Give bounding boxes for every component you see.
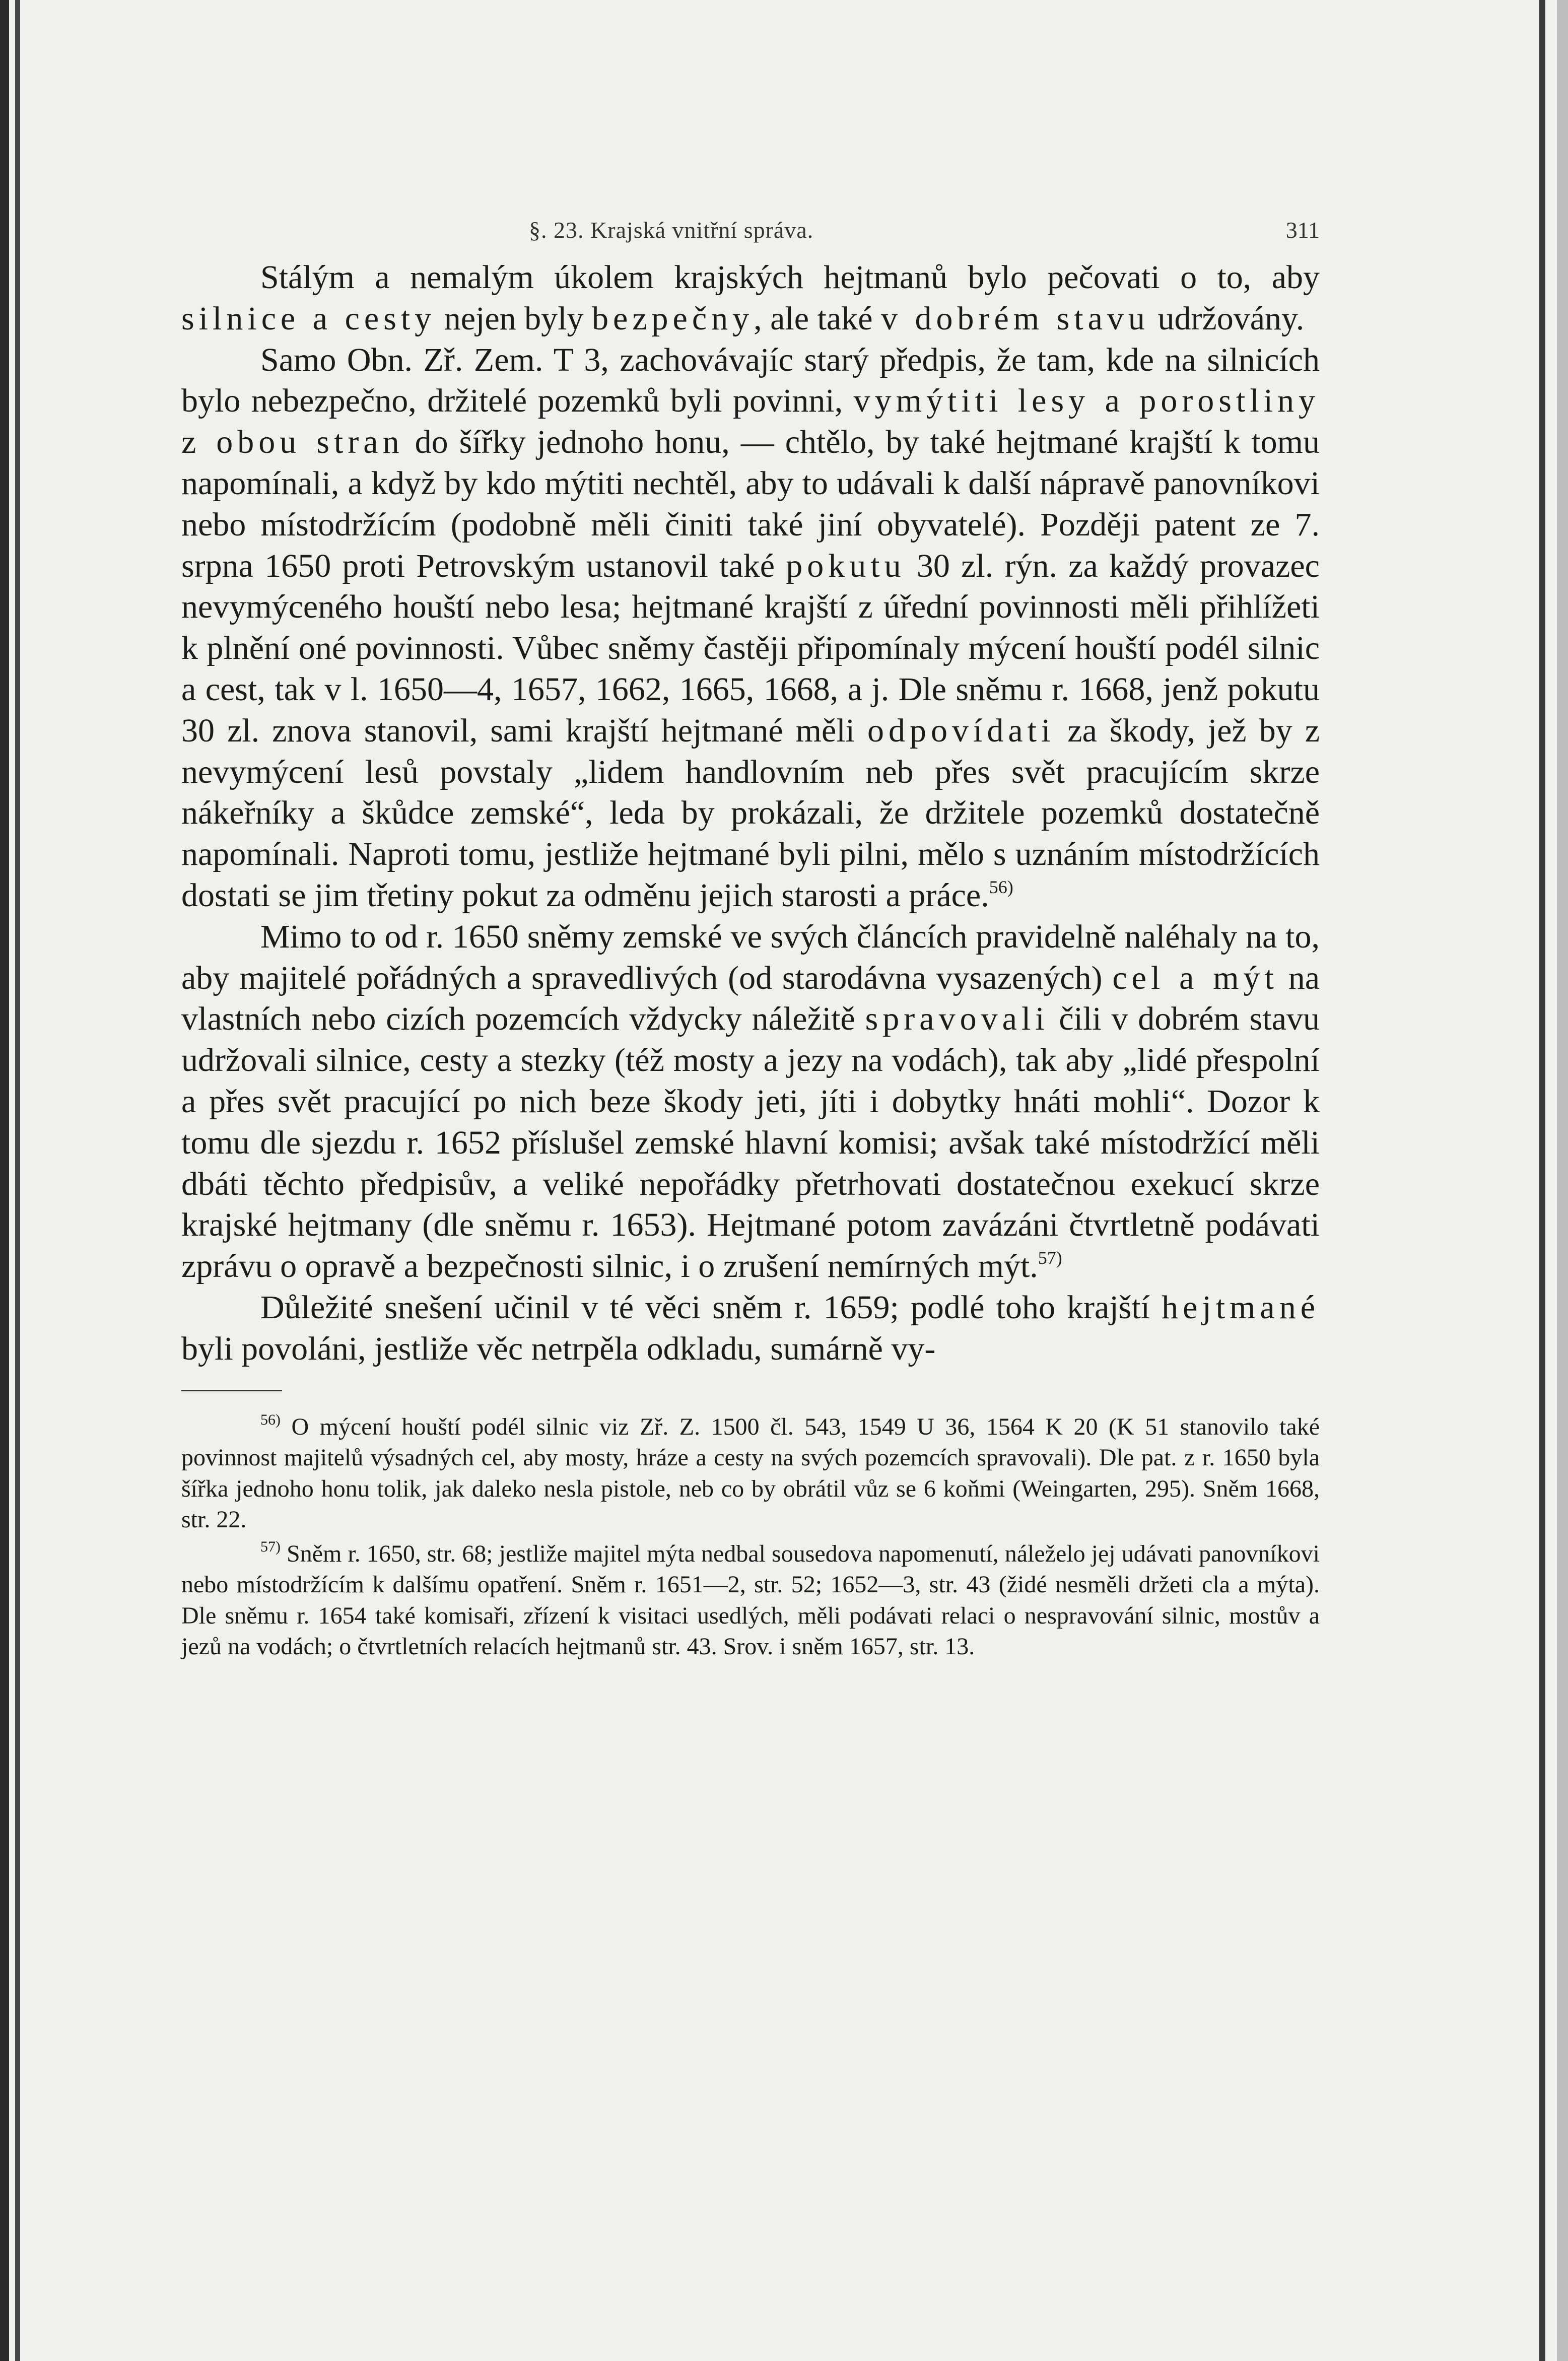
text-run: Mimo to od r. 1650 sněmy zemské ve svých článcích pravidelně naléhaly na to, aby majitelé pořádných a spravedlivých (od starodávna vysazených): [181, 918, 1320, 996]
footnote-ref-57[interactable]: 57): [1038, 1248, 1062, 1268]
text-run: 30 zl. rýn. za každý provazec nevymýceného houští nebo lesa; hejtmané krajští z úřední povinnosti měli přihlížeti k plnění oné povinnosti. Vůbec sněmy častěji připomínaly mýcení houští podél silnic a cest, tak v l. 1650—4, 1657, 1662, 1665, 1668, a j. Dle sněmu r. 1668, jenž pokutu 30 zl. znova stanovil, sami krajští hejtmané měli: [181, 547, 1320, 749]
paragraph-4: [181, 1287, 1320, 1370]
text-run: Důležité snešení učinil v té věci sněm r. 1659; podlé toho krajští: [260, 1289, 1162, 1326]
scan-edge-right: [1557, 0, 1568, 2361]
scan-edge-right-inner: [1539, 0, 1545, 2361]
page-number: 311: [1285, 217, 1320, 243]
text-run: na vlastních nebo cizích pozemcích vždycky náležitě: [181, 959, 1320, 1038]
spaced-term: v dobrém stavu: [881, 300, 1149, 337]
scan-edge-left: [0, 0, 9, 2361]
footnote-text: Sněm r. 1650, str. 68; jestliže majitel mýta nedbal sousedova napomenutí, náleželo jej udávati panovníkovi nebo místodržícím k dalšímu opatření. Sněm r. 1651—2, str. 52; 1652—3, str. 43 (židé nesměli držeti cla a mýta). Dle sněmu r. 1654 také komisaři, zřízení k visitaci usedlých, měli podávati relaci o nespravování silnic, mostův a jezů na vodách; o čtvrtletních relacích hejtmanů str. 43. Srov. i sněm 1657, str. 13.: [181, 1540, 1320, 1660]
text-run: Stálým a nemalým úkolem krajských hejtmanů bylo pečovati o to, aby: [260, 259, 1320, 296]
paragraph-1: [181, 257, 1320, 340]
text-run: čili v dobrém stavu udržovali silnice, cesty a stezky (též mosty a jezy na vodách), tak aby „lidé přespolní a přes svět pracující po nich beze škody jeti, jíti i dobytky hnáti mohli“. Dozor k tomu dle sjezdu r. 1652 příslušel zemské hlavní komisi; avšak také místodržící měli dbáti těchto předpisův, a veliké nepořádky přetrhovati dostatečnou exekucí skrze krajské hejtmany (dle sněmu r. 1653). Hejtmané potom zavázáni čtvrtletně podávati zprávu o opravě a bezpečnosti silnic, i o zrušení nemírných mýt.: [181, 1000, 1320, 1285]
footnote-57: [181, 1538, 1320, 1662]
footnote-ref-56[interactable]: 56): [989, 876, 1013, 897]
footnotes: [181, 1411, 1320, 1662]
footnote-separator: [181, 1390, 282, 1391]
scan-edge-left-inner: [15, 0, 20, 2361]
running-head: [181, 212, 1320, 257]
text-run: nejen byly: [436, 300, 592, 337]
spaced-term: hejtmané: [1162, 1289, 1320, 1326]
text-run: udržovány.: [1149, 300, 1305, 337]
footnote-mark: 57): [260, 1538, 281, 1555]
spaced-term: odpovídati: [867, 712, 1055, 749]
spaced-term: spravovali: [865, 1000, 1049, 1038]
spaced-term: bezpečny: [591, 300, 754, 337]
text-run: za škody, jež by z nevymýcení lesů povstaly „lidem handlovním neb přes svět pracujícím skrze nákeřníky a škůdce zemské“, leda by prokázali, že držitele pozemků dostatečně napomínali. Naproti tomu, jestliže hejtmané byli pilni, mělo s uznáním místodržících dostati se jim třetiny pokut za odměnu jejich starosti a práce.: [181, 712, 1320, 914]
text-run: byli povoláni, jestliže věc netrpěla odkladu, sumárně vy-: [181, 1330, 936, 1367]
text-run: do šířky jednoho honu, — chtělo, by také hejtmané krajští k tomu napomínali, a když by kdo mýtiti nechtěl, aby to udávali k další nápravě panovníkovi nebo místodržícím (podobně měli činiti také jiní obyvatelé). Později patent ze 7. srpna 1650 proti Petrovským ustanovil také: [181, 424, 1320, 584]
paragraph-3: [181, 916, 1320, 1287]
main-text: [181, 257, 1320, 1370]
text-run: , ale také: [754, 300, 881, 337]
book-page: [181, 212, 1320, 1662]
text-run: Samo Obn. Zř. Zem. T 3, zachovávajíc starý předpis, že tam, kde na silnicích bylo nebezpečno, držitelé pozemků byli povinni,: [181, 341, 1320, 420]
spaced-term: cel a mýt: [1112, 959, 1278, 996]
footnote-text: O mýcení houští podél silnic viz Zř. Z. 1500 čl. 543, 1549 U 36, 1564 K 20 (K 51 stanovilo také povinnost majitelů výsadných cel, aby mosty, hráze a cesty na svých pozemcích spravovali). Dle pat. z r. 1650 byla šířka jednoho honu tolik, jak daleko nesla pistole, neb co by obrátil vůz se 6 koňmi (Weingarten, 295). Sněm 1668, str. 22.: [181, 1413, 1320, 1533]
footnote-56: [181, 1411, 1320, 1535]
section-title: §. 23. Krajská vnitřní správa.: [529, 217, 814, 243]
spaced-term: pokutu: [786, 547, 906, 584]
spaced-term: vymýtiti lesy a porostliny z obou stran: [181, 382, 1320, 461]
spaced-term: silnice a cesty: [181, 300, 436, 337]
footnote-mark: 56): [260, 1411, 281, 1428]
paragraph-2: [181, 340, 1320, 916]
